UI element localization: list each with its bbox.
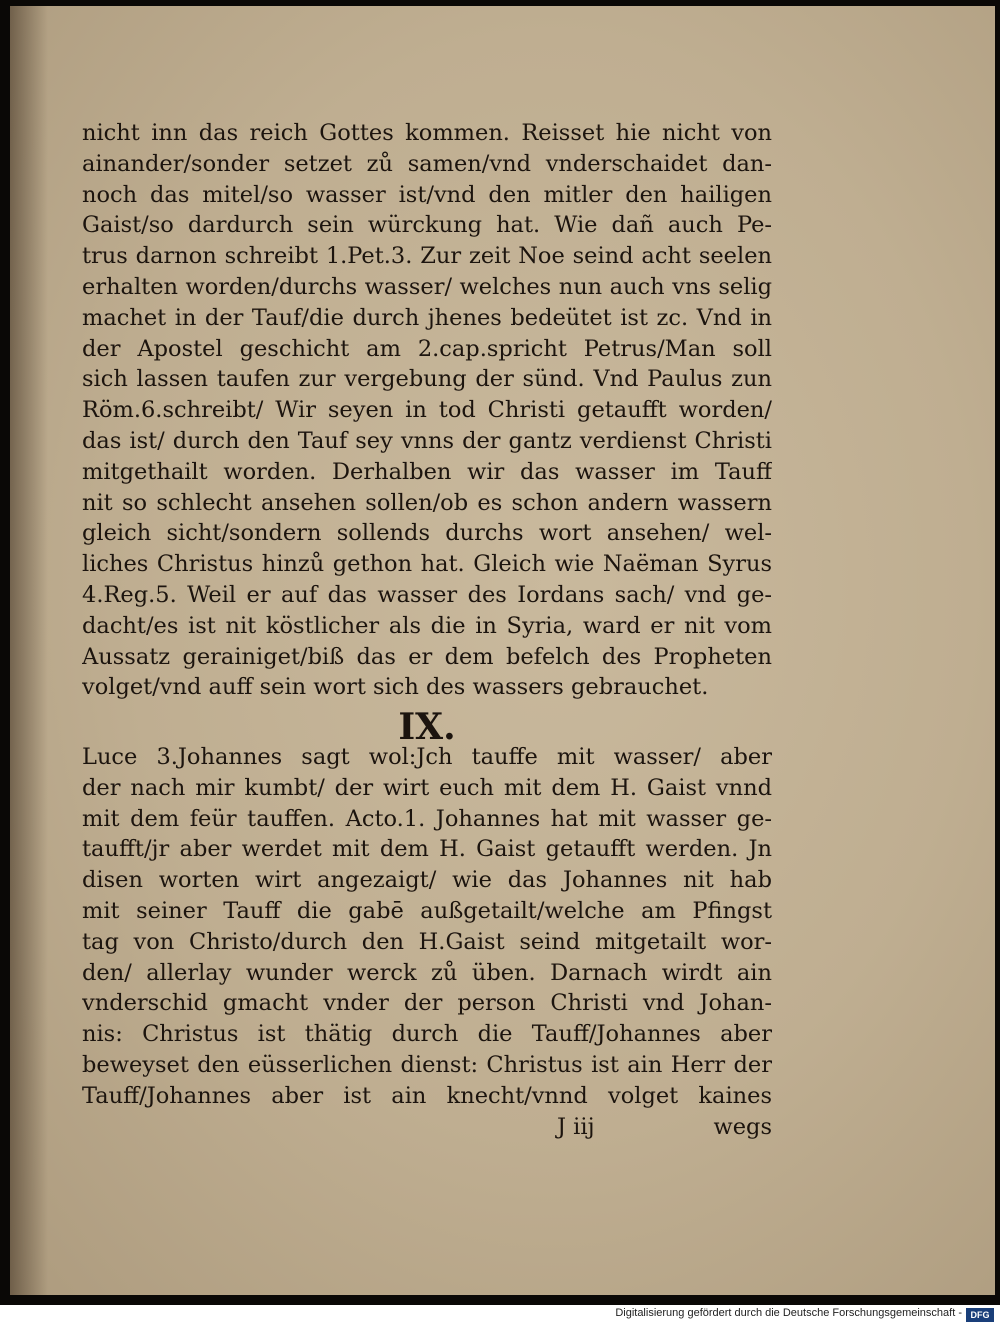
spine-shadow: [10, 6, 48, 1295]
paragraph-after-heading: [82, 742, 772, 1112]
text-line: dacht/es ist nit köstlicher als die in Syria, ward er nit vom: [82, 612, 772, 639]
text-line: nit so schlecht ansehen sollen/ob es schon andern wassern: [82, 489, 772, 516]
book-page: [10, 6, 995, 1295]
text-line: das ist/ durch den Tauf sey vnns der gantz verdienst Christi: [82, 427, 772, 454]
text-line: nis: Christus ist thätig durch die Tauff/Johannes aber: [82, 1021, 772, 1048]
text-line: Gaist/so dardurch sein würckung hat. Wie dañ auch Pe-: [82, 212, 772, 239]
text-line: der nach mir kumbt/ der wirt euch mit dem H. Gaist vnnd: [82, 774, 772, 801]
text-line: noch das mitel/so wasser ist/vnd den mitler den hailigen: [82, 181, 772, 208]
text-line: taufft/jr aber werdet mit dem H. Gaist getaufft werden. Jn: [82, 836, 772, 863]
dfg-logo-icon: DFG: [966, 1308, 994, 1322]
text-line: mit seiner Tauff die gabē außgetailt/welche am Pfingst: [82, 897, 772, 924]
text-line: Aussatz gerainiget/biß das er dem befelch des Propheten: [82, 643, 772, 670]
text-line: nicht inn das reich Gottes kommen. Reisset hie nicht von: [82, 120, 772, 146]
text-line: gleich sicht/sondern sollends durchs wort ansehen/ wel-: [82, 520, 772, 547]
text-line: machet in der Tauf/die durch jhenes bedeütet ist zc. Vnd in: [82, 304, 772, 331]
text-line: ainander/sonder setzet zů samen/vnd vnderschaidet dan-: [82, 150, 772, 177]
text-line: sich lassen taufen zur vergebung der sünd. Vnd Paulus zun: [82, 366, 772, 393]
text-line: mitgethailt worden. Derhalben wir das wasser im Tauff: [82, 458, 772, 485]
text-line-last: volget/vnd auff sein wort sich des wassers gebrauchet.: [82, 674, 709, 701]
text-line: erhalten worden/durchs wasser/ welches nun auch vns selig: [82, 273, 772, 300]
text-line: der Apostel geschicht am 2.cap.spricht Petrus/Man soll: [82, 335, 772, 362]
text-line: trus darnon schreibt 1.Pet.3. Zur zeit Noe seind acht seelen: [82, 243, 772, 270]
paragraph-before-heading: [82, 118, 772, 703]
text-line: liches Christus hinzů gethon hat. Gleich wie Naëman Syrus: [82, 551, 772, 578]
catchword: wegs: [713, 1114, 772, 1140]
text-line: tag von Christo/durch den H.Gaist seind mitgetailt wor-: [82, 928, 772, 955]
text-line: mit dem feür tauffen. Acto.1. Johannes hat mit wasser ge-: [82, 805, 772, 832]
page-foot: [82, 1112, 772, 1143]
text-line: Röm.6.schreibt/ Wir seyen in tod Christi getaufft worden/: [82, 397, 772, 424]
text-line: vnderschid gmacht vnder der person Christi vnd Johan-: [82, 990, 772, 1017]
text-block: [82, 118, 772, 1140]
text-line: 4.Reg.5. Weil er auf das wasser des Iordans sach/ vnd ge-: [82, 581, 772, 608]
funding-credit: Digitalisierung gefördert durch die Deutsche Forschungsgemeinschaft -: [615, 1307, 962, 1319]
text-line: Luce 3.Johannes sagt wol:Jch tauffe mit wasser/ aber: [82, 744, 772, 770]
text-line: Tauff/Johannes aber ist ain knecht/vnnd volget kaines: [82, 1082, 772, 1109]
section-heading: IX.: [398, 706, 456, 748]
text-line: beweyset den eüsserlichen dienst: Christus ist ain Herr der: [82, 1051, 772, 1078]
text-line: den/ allerlay wunder werck zů üben. Darnach wirdt ain: [82, 959, 772, 986]
signature-mark: J iij: [557, 1114, 595, 1140]
footer-bar: [0, 1305, 1000, 1325]
text-line: disen worten wirt angezaigt/ wie das Johannes nit hab: [82, 867, 772, 894]
